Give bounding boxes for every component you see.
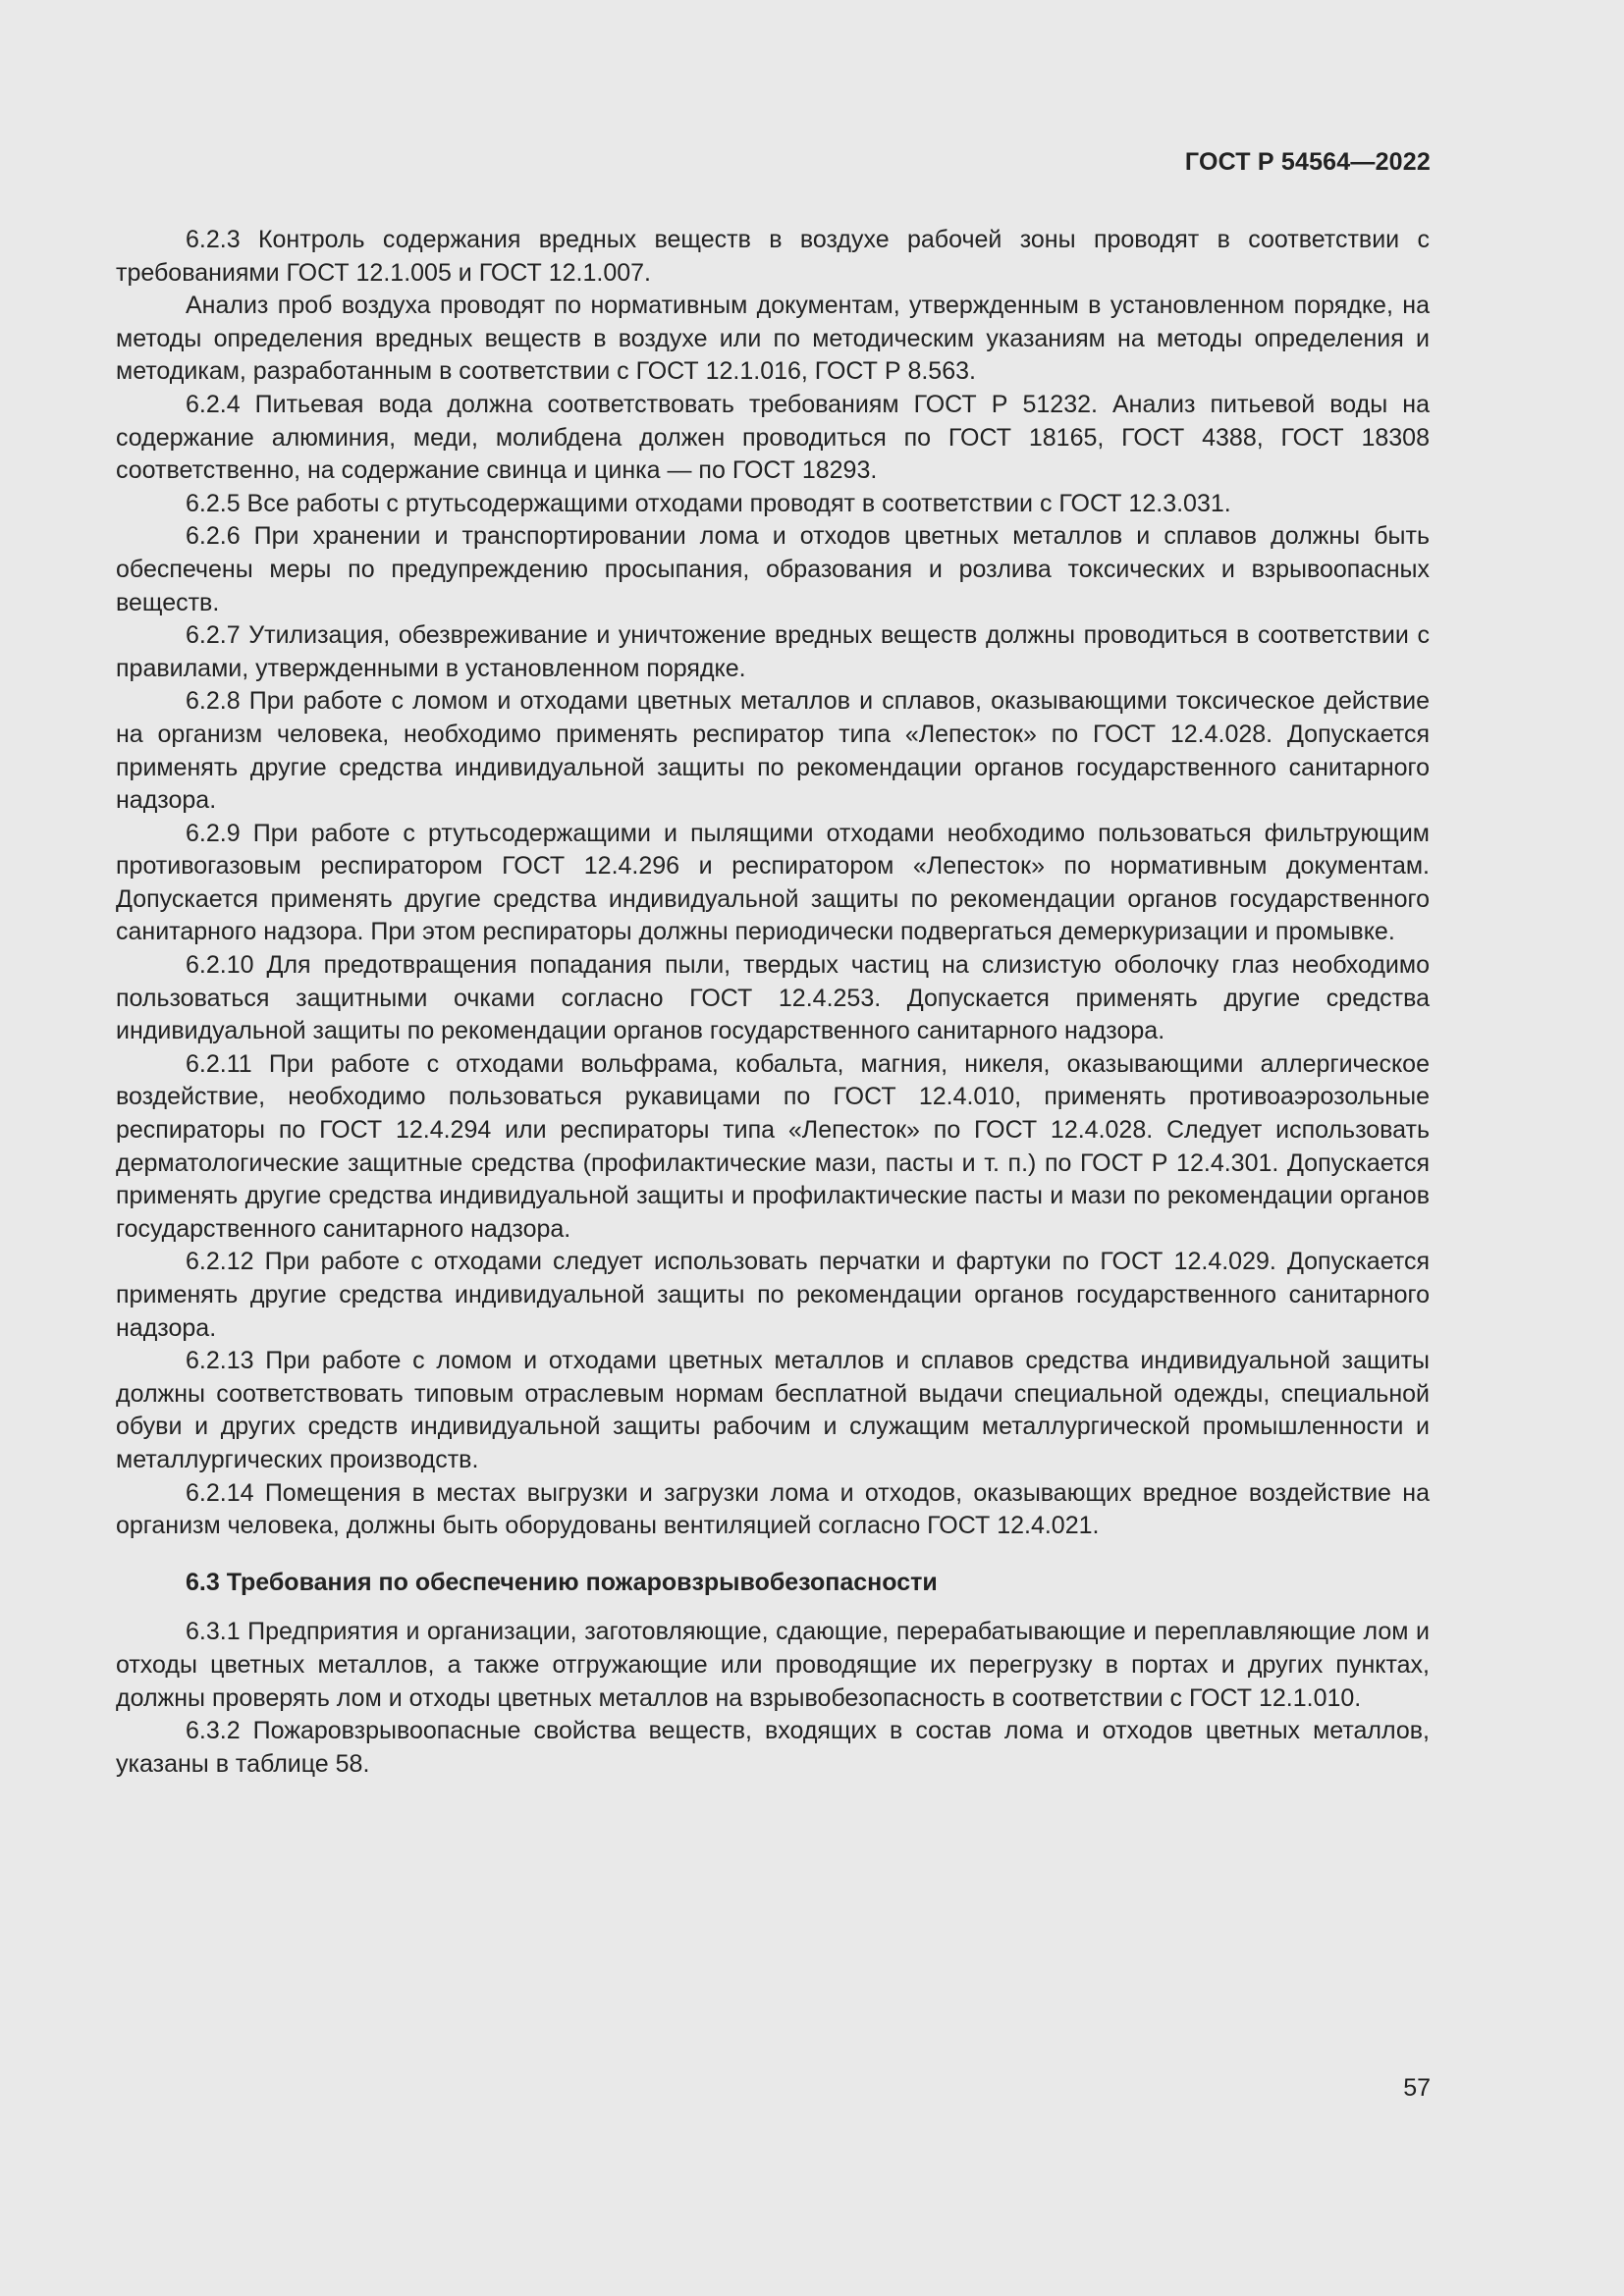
paragraph-air-analysis: Анализ проб воздуха проводят по нормативным документам, утвержденным в установленном порядке, на методы определения вредных веществ в воздухе или по методическим указаниям на методы определения и методикам, разработанным в соответствии с ГОСТ 12.1.016, ГОСТ Р 8.563.	[116, 292, 1430, 386]
paragraph-6-3-1: 6.3.1 Предприятия и организации, заготовляющие, сдающие, перерабатывающие и переплавляющие лом и отходы цветных металлов, а также отгружающие или проводящие их перегрузку в портах и других пунктах, должны проверять лом и отходы цветных металлов на взрывобезопасность в соответствии с ГОСТ 12.1.010.	[116, 1618, 1430, 1712]
paragraph-6-2-9: 6.2.9 При работе с ртутьсодержащими и пылящими отходами необходимо пользоваться фильтрующим противогазовым респиратором ГОСТ 12.4.296 и респиратором «Лепесток» по нормативным документам. Допускается применять другие средства индивидуальной защиты по рекомендации органов государственного санитарного надзора. При этом респираторы должны периодически подвергаться демеркуризации и промывке.	[116, 819, 1430, 946]
paragraph-6-2-10: 6.2.10 Для предотвращения попадания пыли, твердых частиц на слизистую оболочку глаз необходимо пользоваться защитными очками согласно ГОСТ 12.4.253. Допускается применять другие средства индивидуальной защиты по рекомендации органов государственного санитарного надзора.	[116, 951, 1430, 1045]
paragraph-6-2-4: 6.2.4 Питьевая вода должна соответствовать требованиям ГОСТ Р 51232. Анализ питьевой воды на содержание алюминия, меди, молибдена должен проводиться по ГОСТ 18165, ГОСТ 4388, ГОСТ 18308 соответственно, на содержание свинца и цинка — по ГОСТ 18293.	[116, 390, 1430, 485]
paragraph-6-2-12: 6.2.12 При работе с отходами следует использовать перчатки и фартуки по ГОСТ 12.4.029. Допускается применять другие средства индивидуальной защиты по рекомендации органов государственного санитарного надзора.	[116, 1248, 1430, 1342]
paragraph-6-2-14: 6.2.14 Помещения в местах выгрузки и загрузки лома и отходов, оказывающих вредное воздействие на организм человека, должны быть оборудованы вентиляцией согласно ГОСТ 12.4.021.	[116, 1478, 1430, 1540]
paragraph-6-2-3: 6.2.3 Контроль содержания вредных веществ в воздухе рабочей зоны проводят в соответствии с требованиями ГОСТ 12.1.005 и ГОСТ 12.1.007.	[116, 226, 1430, 287]
paragraph-6-2-6: 6.2.6 При хранении и транспортировании лома и отходов цветных металлов и сплавов должны быть обеспечены меры по предупреждению просыпания, образования и розлива токсических и взрывоопасных веществ.	[116, 522, 1430, 616]
section-heading-6-3: 6.3 Требования по обеспечению пожаровзрывобезопасности	[186, 1568, 938, 1596]
page-number: 57	[1403, 2074, 1431, 2102]
paragraph-6-2-13: 6.2.13 При работе с ломом и отходами цветных металлов и сплавов средства индивидуальной защиты должны соответствовать типовым отраслевым нормам бесплатной выдачи специальной одежды, специальной обуви и других средств индивидуальной защиты рабочим и служащим металлургической промышленности и металлургических производств.	[116, 1347, 1430, 1473]
paragraph-6-2-5: 6.2.5 Все работы с ртутьсодержащими отходами проводят в соответствии с ГОСТ 12.3.031.	[186, 489, 1231, 517]
paragraph-6-2-11: 6.2.11 При работе с отходами вольфрама, кобальта, магния, никеля, оказывающими аллергическое воздействие, необходимо пользоваться рукавицами по ГОСТ 12.4.010, применять противоаэрозольные респираторы по ГОСТ 12.4.294 или респираторы типа «Лепесток» по ГОСТ 12.4.028. Следует использовать дерматологические защитные средства (профилактические мази, пасты и т. п.) по ГОСТ Р 12.4.301. Допускается применять другие средства индивидуальной защиты и профилактические пасты и мази по рекомендации органов государственного санитарного надзора.	[116, 1049, 1430, 1243]
document-body	[116, 224, 1430, 1781]
paragraph-6-2-8: 6.2.8 При работе с ломом и отходами цветных металлов и сплавов, оказывающими токсическое действие на организм человека, необходимо применять респиратор типа «Лепесток» по ГОСТ 12.4.028. Допускается применять другие средства индивидуальной защиты по рекомендации органов государственного санитарного надзора.	[116, 687, 1430, 815]
document-header: ГОСТ Р 54564—2022	[1184, 148, 1431, 176]
paragraph-6-3-2: 6.3.2 Пожаровзрывоопасные свойства веществ, входящих в состав лома и отходов цветных металлов, указаны в таблице 58.	[116, 1717, 1430, 1778]
paragraph-6-2-7: 6.2.7 Утилизация, обезвреживание и уничтожение вредных веществ должны проводиться в соответствии с правилами, утвержденными в установленном порядке.	[116, 621, 1430, 682]
